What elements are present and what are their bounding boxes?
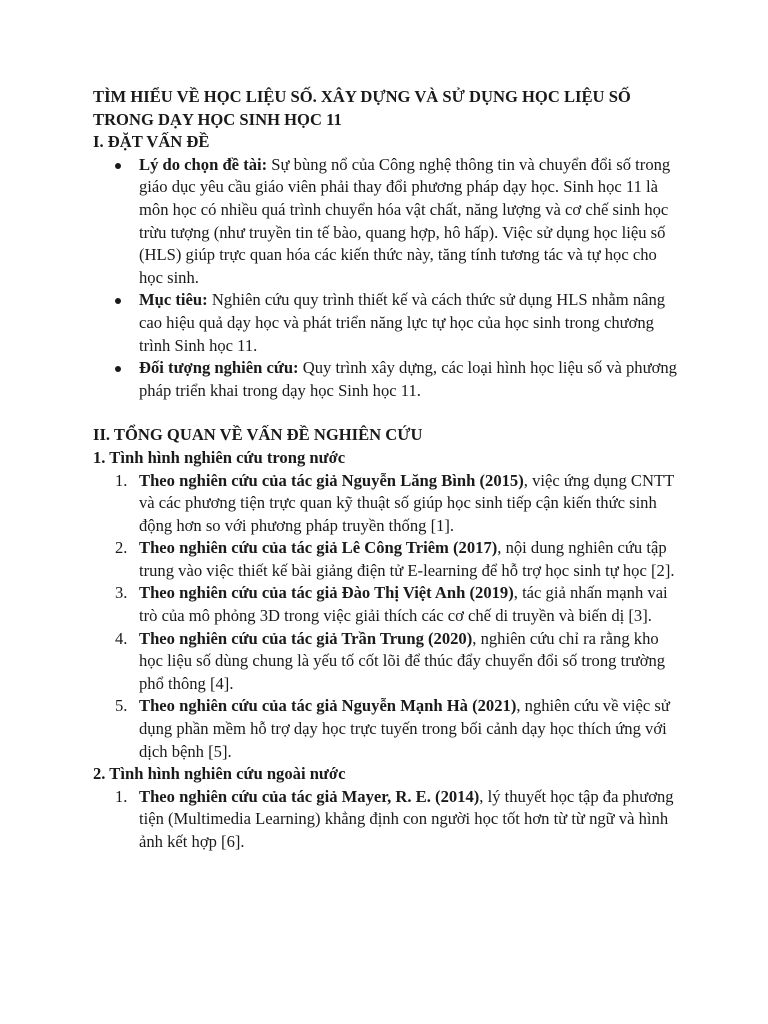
subsection-heading-domestic: 1. Tình hình nghiên cứu trong nước [93,447,346,467]
item-number: 5. [115,696,128,716]
item-label: Đối tượng nghiên cứu: [139,358,299,378]
item-label: Lý do chọn đề tài: [139,154,268,174]
item-number: 2. [115,538,128,558]
document-title: TÌM HIỂU VỀ HỌC LIỆU SỐ. XÂY DỰNG VÀ SỬ DỤNG HỌC LIỆU SỐ TRONG DẠY HỌC SINH HỌC 11 [93,87,631,129]
numbered-list-foreign [93,786,683,854]
item-label: Mục tiêu: [139,290,208,310]
item-number: 1. [115,786,128,806]
bullet-list [93,154,683,403]
document-content [93,86,683,854]
list-item [93,695,683,763]
list-item [93,289,683,357]
spacer [93,402,683,424]
list-item [93,582,683,627]
item-text: , nghiên cứu về việc sử dụng phần mềm hỗ trợ dạy học trực tuyến trong bối cảnh dạy học thích ứng với dịch bệnh [5]. [139,696,670,761]
list-item [93,154,683,290]
item-label: Theo nghiên cứu của tác giả Mayer, R. E. (2014) [139,786,480,806]
item-number: 3. [115,583,128,603]
list-item [93,470,683,538]
item-label: Theo nghiên cứu của tác giả Trần Trung (2020) [139,628,473,648]
item-text: , lý thuyết học tập đa phương tiện (Multimedia Learning) khẳng định con người học tốt hơn từ từ ngữ và hình ảnh kết hợp [6]. [139,786,674,851]
item-label: Theo nghiên cứu của tác giả Nguyễn Lăng Bình (2015) [139,470,524,490]
item-text: Sự bùng nổ của Công nghệ thông tin và chuyển đổi số trong giáo dục yêu cầu giáo viên phải thay đổi phương pháp dạy học. Sinh học 11 là môn học có nhiều quá trình chuyển hóa vật chất, năng lượng và cơ chế sinh học trừu tượng (như truyền tin tế bào, quang hợp, hô hấp). Việc sử dụng học liệu số (HLS) giúp trực quan hóa các kiến thức này, tăng tính tương tác và tự học cho học sinh. [139,154,671,287]
list-item [93,357,683,402]
list-item [93,537,683,582]
item-text: Nghiên cứu quy trình thiết kế và cách thức sử dụng HLS nhằm nâng cao hiệu quả dạy học và phát triển năng lực tự học của học sinh trong chương trình Sinh học 11. [139,290,666,355]
item-number: 1. [115,470,128,490]
item-label: Theo nghiên cứu của tác giả Đào Thị Việt Anh (2019) [139,583,514,603]
item-text: , việc ứng dụng CNTT và các phương tiện trực quan kỹ thuật số giúp học sinh tiếp cận kiến thức sinh động hơn so với phương pháp truyền thống [1]. [139,470,674,535]
item-text: , nghiên cứu chỉ ra rằng kho học liệu số dùng chung là yếu tố cốt lõi để thúc đẩy chuyển đổi số trong trường phổ thông [4]. [139,628,666,693]
item-label: Theo nghiên cứu của tác giả Lê Công Triêm (2017) [139,538,498,558]
subsection-heading-foreign: 2. Tình hình nghiên cứu ngoài nước [93,764,346,784]
item-text: Quy trình xây dựng, các loại hình học liệu số và phương pháp triển khai trong dạy học Sinh học 11. [139,358,677,400]
item-number: 4. [115,628,128,648]
list-item [93,786,683,854]
item-label: Theo nghiên cứu của tác giả Nguyễn Mạnh Hà (2021) [139,696,517,716]
item-text: , nội dung nghiên cứu tập trung vào việc thiết kế bài giảng điện tử E-learning để hỗ trợ học sinh tự học [2]. [139,538,675,580]
item-text: , tác giả nhấn mạnh vai trò của mô phỏng 3D trong việc giải thích các cơ chế di truyền và biến dị [3]. [139,583,668,626]
bullet-icon [115,163,121,169]
section-heading-2: II. TỔNG QUAN VỀ VẤN ĐỀ NGHIÊN CỨU [93,425,423,445]
bullet-icon [115,366,121,372]
bullet-icon [115,298,121,304]
list-item [93,628,683,696]
section-heading-1: I. ĐẶT VẤN ĐỀ [93,132,210,152]
numbered-list-domestic [93,470,683,764]
